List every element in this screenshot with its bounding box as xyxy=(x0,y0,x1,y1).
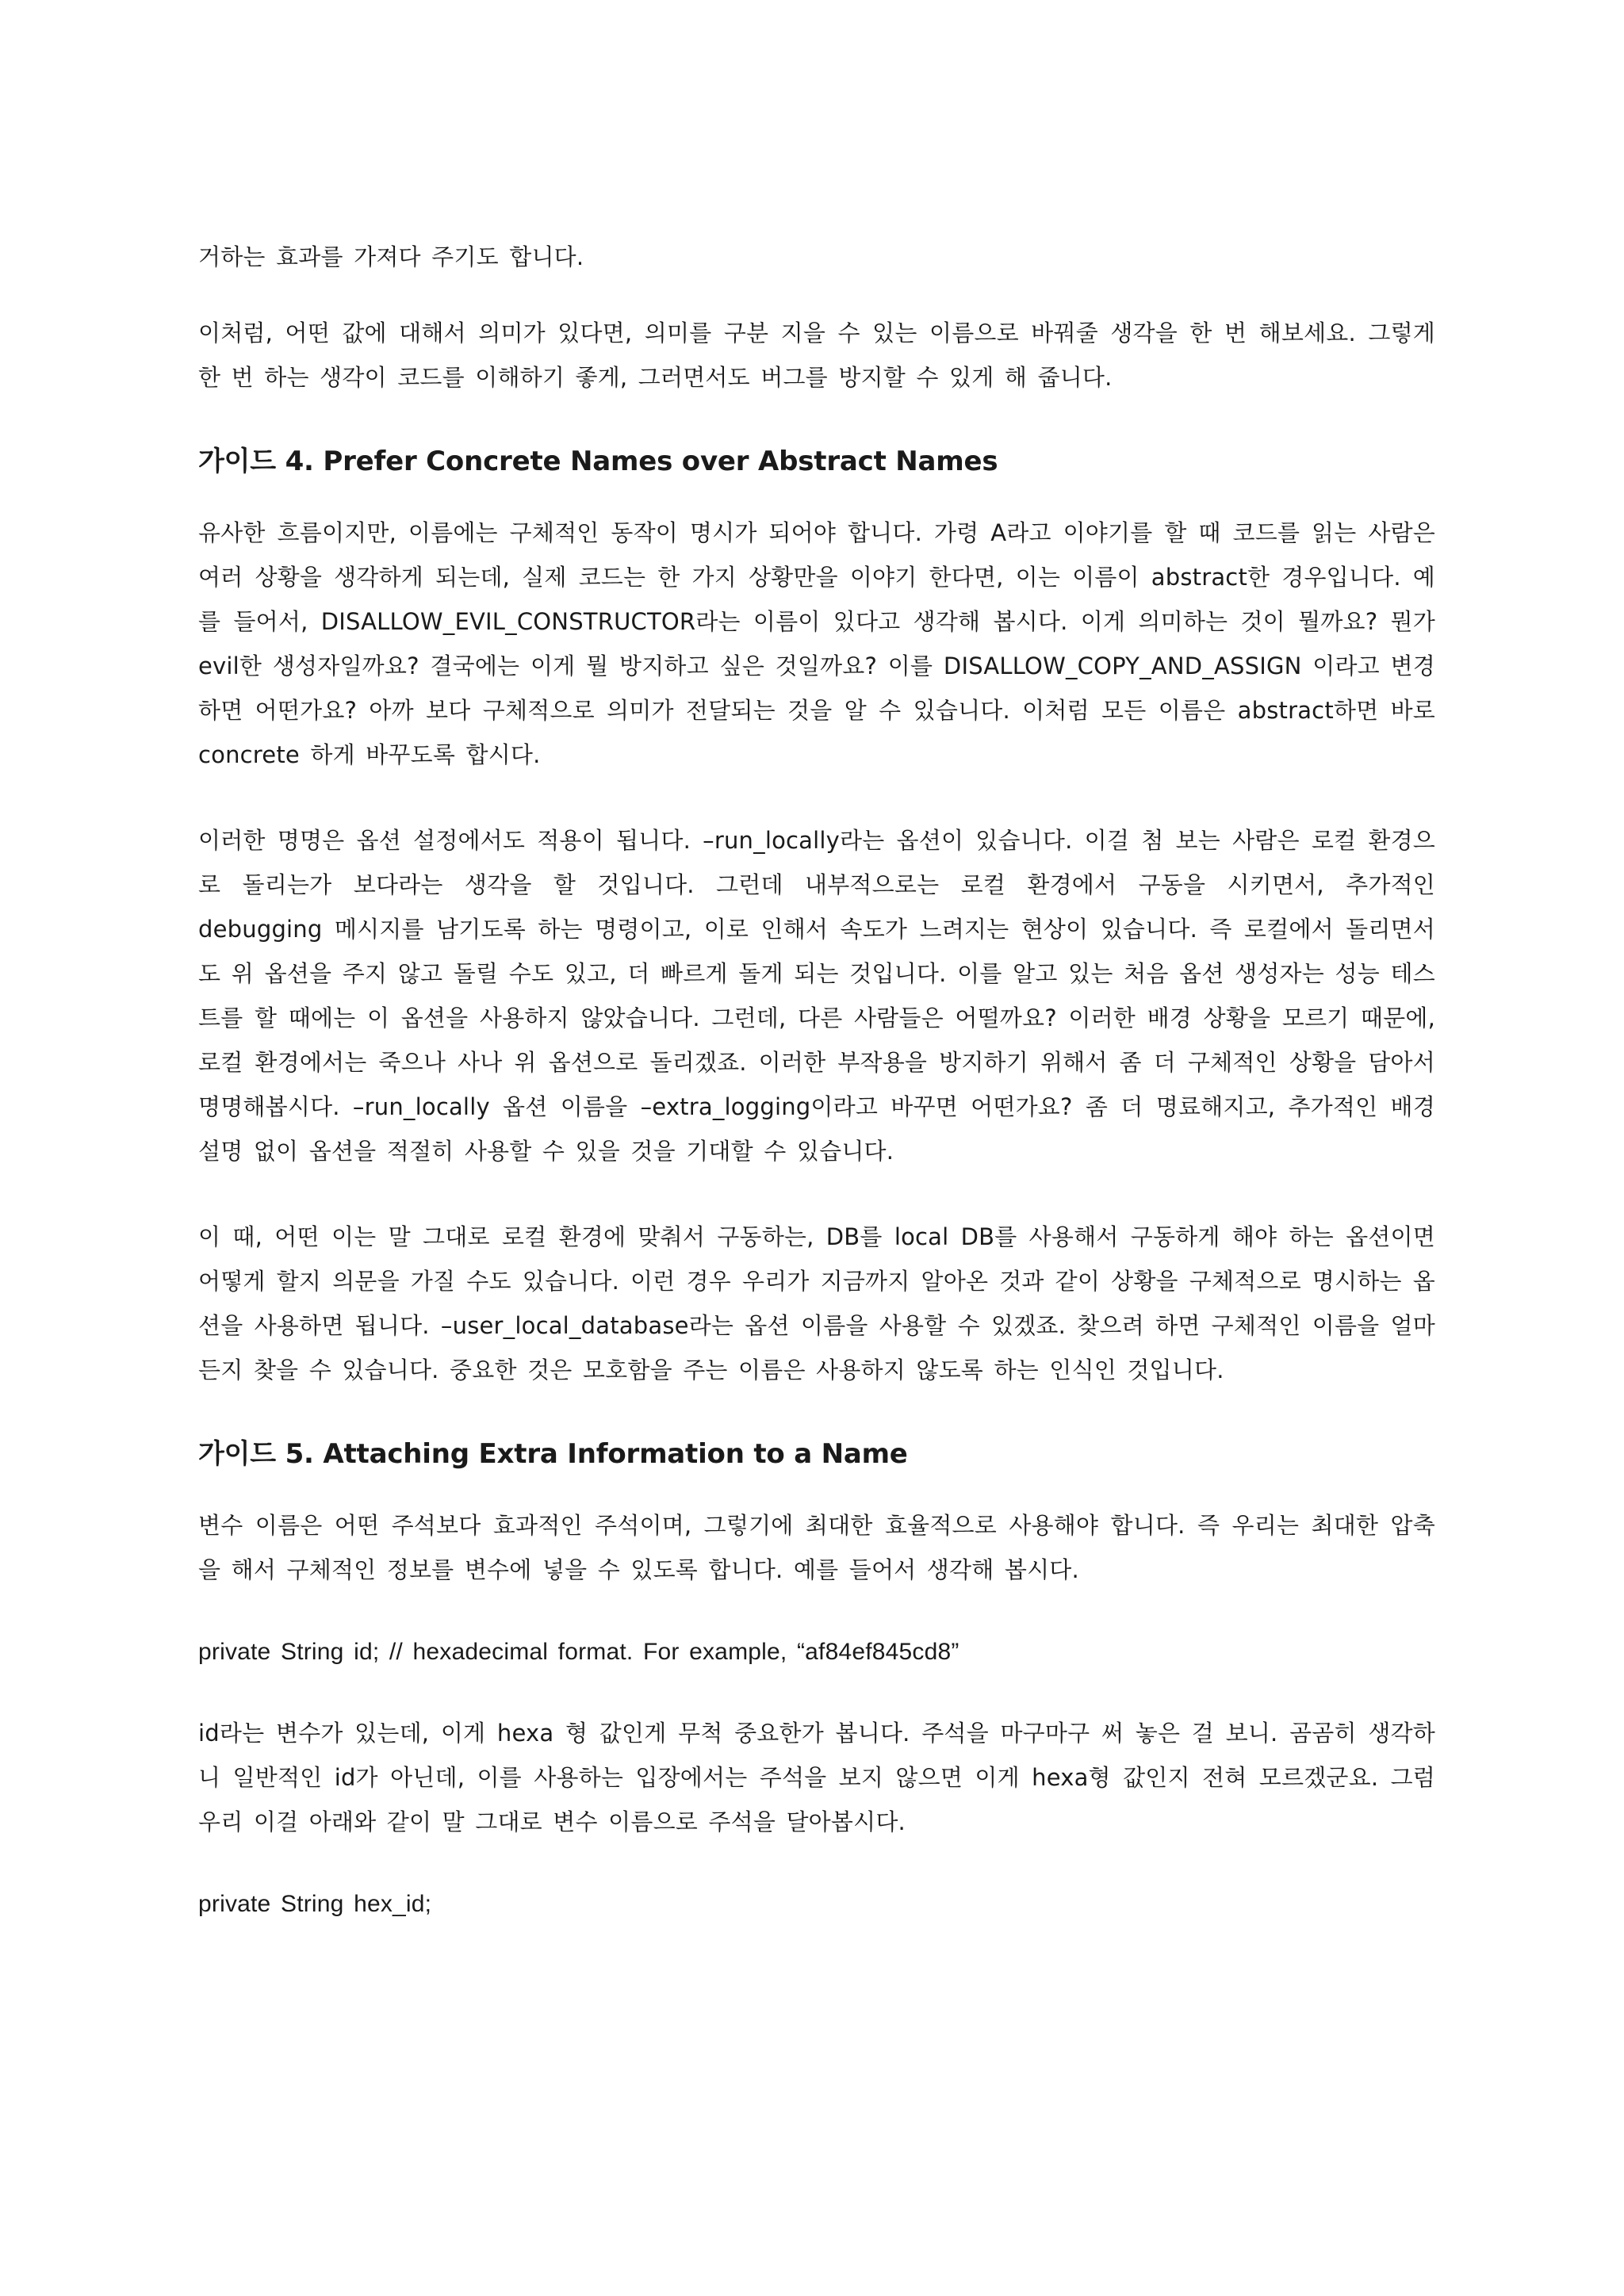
guide5-heading: 가이드 5. Attaching Extra Information to a Name xyxy=(198,1438,908,1470)
guide4-paragraph-3: 이 때, 어떤 이는 말 그대로 로컬 환경에 맞춰서 구동하는, DB를 local DB를 사용해서 구동하게 해야 하는 옵션이면 어떻게 할지 의문을 가질 수도 있습니다. 이런 경우 우리가 지금까지 알아온 것과 같이 상황을 구체적으로 명시하는 옵션을 사용하면 됩니다. –user_local_database라는 옵션 이름을 사용할 수 있겠죠. 찾으려 하면 구체적인 이름을 얼마든지 찾을 수 있습니다. 중요한 것은 모호함을 주는 이름은 사용하지 않도록 하는 인식인 것입니다. xyxy=(198,1223,1435,1383)
guide5-paragraph-1: 변수 이름은 어떤 주석보다 효과적인 주석이며, 그렇기에 최대한 효율적으로 사용해야 합니다. 즉 우리는 최대한 압축을 해서 구체적인 정보를 변수에 넣을 수 있도록 합니다. 예를 들어서 생각해 봅시다. xyxy=(198,1512,1435,1583)
guide4-paragraph-1: 유사한 흐름이지만, 이름에는 구체적인 동작이 명시가 되어야 합니다. 가령 A라고 이야기를 할 때 코드를 읽는 사람은 여러 상황을 생각하게 되는데, 실제 코드는 한 가지 상황만을 이야기 한다면, 이는 이름이 abstract한 경우입니다. 예를 들어서, DISALLOW_EVIL_CONSTRUCTOR라는 이름이 있다고 생각해 봅시다. 이게 의미하는 것이 뭘까요? 뭔가 evil한 생성자일까요? 결국에는 이게 뭘 방지하고 싶은 것일까요? 이를 DISALLOW_COPY_AND_ASSIGN 이라고 변경하면 어떤가요? 아까 보다 구체적으로 의미가 전달되는 것을 알 수 있습니다. 이처럼 모든 이름은 abstract하면 바로 concrete 하게 바꾸도록 합시다. xyxy=(198,519,1435,768)
code-example-2: private String hex_id; xyxy=(198,1891,432,1917)
document-page xyxy=(198,235,1435,1963)
guide4-paragraph-2: 이러한 명명은 옵션 설정에서도 적용이 됩니다. –run_locally라는 옵션이 있습니다. 이걸 첨 보는 사람은 로컬 환경으로 돌리는가 보다라는 생각을 할 것입니다. 그런데 내부적으로는 로컬 환경에서 구동을 시키면서, 추가적인 debugging 메시지를 남기도록 하는 명령이고, 이로 인해서 속도가 느려지는 현상이 있습니다. 즉 로컬에서 돌리면서도 위 옵션을 주지 않고 돌릴 수도 있고, 더 빠르게 돌게 되는 것입니다. 이를 알고 있는 처음 옵션 생성자는 성능 테스트를 할 때에는 이 옵션을 사용하지 않았습니다. 그런데, 다른 사람들은 어떨까요? 이러한 배경 상황을 모르기 때문에, 로컬 환경에서는 죽으나 사나 위 옵션으로 돌리겠죠. 이러한 부작용을 방지하기 위해서 좀 더 구체적인 상황을 담아서 명명해봅시다. –run_locally 옵션 이름을 –extra_logging이라고 바꾸면 어떤가요? 좀 더 명료해지고, 추가적인 배경 설명 없이 옵션을 적절히 사용할 수 있을 것을 기대할 수 있습니다. xyxy=(198,827,1435,1165)
code-example-1: private String id; // hexadecimal format. For example, “af84ef845cd8” xyxy=(198,1639,959,1665)
guide4-heading: 가이드 4. Prefer Concrete Names over Abstract Names xyxy=(198,446,998,477)
intro-paragraph: 이처럼, 어떤 값에 대해서 의미가 있다면, 의미를 구분 지을 수 있는 이름으로 바꿔줄 생각을 한 번 해보세요. 그렇게 한 번 하는 생각이 코드를 이해하기 좋게, 그러면서도 버그를 방지할 수 있게 해 줍니다. xyxy=(198,320,1435,391)
guide5-paragraph-2: id라는 변수가 있는데, 이게 hexa 형 값인게 무척 중요한가 봅니다. 주석을 마구마구 써 놓은 걸 보니. 곰곰히 생각하니 일반적인 id가 아닌데, 이를 사용하는 입장에서는 주석을 보지 않으면 이게 hexa형 값인지 전혀 모르겠군요. 그럼 우리 이걸 아래와 같이 말 그대로 변수 이름으로 주석을 달아봅시다. xyxy=(198,1720,1435,1835)
continuation-paragraph: 거하는 효과를 가져다 주기도 합니다. xyxy=(198,243,584,270)
